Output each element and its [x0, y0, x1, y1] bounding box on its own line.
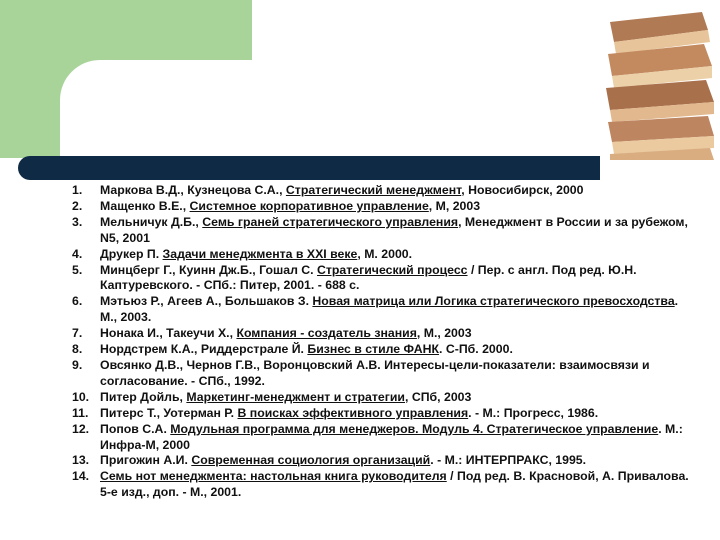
- list-item: 4. Друкер П. Задачи менеджмента в XXI веке, М. 2000.: [72, 246, 413, 261]
- list-item: 14. Семь нот менеджмента: настольная книга руководителя / Под ред. В. Красновой, А. Привалова. 5-е изд., доп. - М., 2001.: [72, 469, 689, 500]
- list-item: 5. Минцберг Г., Куинн Дж.Б., Гошал С. Стратегический процесс / Пер. с англ. Под ред. Ю.Н. Каптуревского. - СПб.: Питер, 2001. - 688 с.: [72, 262, 637, 293]
- reference-link[interactable]: Семь нот менеджмента: настольная книга руководителя: [100, 469, 447, 484]
- reference-link[interactable]: Системное корпоративное управление: [189, 198, 429, 213]
- reference-link[interactable]: Стратегический менеджмент: [285, 183, 462, 197]
- reference-link[interactable]: Компания - создатель знания: [236, 326, 417, 341]
- reference-link[interactable]: Новая матрица или Логика стратегического превосходства: [312, 294, 675, 309]
- list-item: 9. Овсянко Д.В., Чернов Г.В., Воронцовский А.В. Интересы-цели-показатели: взаимосвязи и согласование. - СПб., 1992.: [72, 357, 650, 388]
- list-item: 1. Маркова В.Д., Кузнецова С.А., Стратегический менеджмент, Новосибирск, 2000: [72, 183, 584, 197]
- books-stack-image: [604, 8, 714, 160]
- title-bar: [18, 156, 600, 180]
- list-item: 7. Нонака И., Такеучи Х., Компания - создатель знания, М., 2003: [72, 326, 472, 341]
- list-item: 2. Мащенко В.Е., Системное корпоративное управление, М, 2003: [72, 198, 481, 213]
- list-item: 13. Пригожин А.И. Современная социология организаций. - М.: ИНТЕРПРАКС, 1995.: [72, 453, 587, 468]
- reference-link[interactable]: Бизнес в стиле ФАНК: [307, 342, 440, 357]
- list-item: 11. Питерс Т., Уотерман Р. В поисках эффективного управления. - М.: Прогресс, 1986.: [72, 405, 599, 420]
- list-item: 3. Мельничук Д.Б., Семь граней стратегического управления, Менеджмент в России и за рубежом, N5, 2001: [72, 214, 688, 245]
- reference-link[interactable]: Семь граней стратегического управления: [202, 214, 459, 229]
- reference-link[interactable]: Стратегический процесс: [317, 262, 468, 277]
- reference-link[interactable]: Задачи менеджмента в XXI веке: [162, 246, 358, 261]
- reference-link[interactable]: Маркетинг-менеджмент и стратегии: [186, 389, 405, 404]
- list-item: 8. Нордстрем К.А., Риддерстрале Й. Бизнес в стиле ФАНК. С-Пб. 2000.: [72, 342, 513, 357]
- reference-link[interactable]: Модульная программа для менеджеров. Модуль 4. Стратегическое управление: [170, 421, 659, 436]
- reference-link[interactable]: В поисках эффективного управления: [237, 405, 469, 420]
- list-item: 12. Попов С.А. Модульная программа для менеджеров. Модуль 4. Стратегическое управление. М.: Инфра-М, 2000: [72, 421, 683, 452]
- list-item: 10. Питер Дойль, Маркетинг-менеджмент и стратегии, СПб, 2003: [72, 389, 472, 404]
- references-list: [72, 183, 692, 501]
- list-item: 6. Мэтьюз Р., Агеев А., Большаков З. Новая матрица или Логика стратегического превосходства. М., 2003.: [72, 294, 679, 325]
- reference-link[interactable]: Современная социология организаций: [191, 453, 431, 468]
